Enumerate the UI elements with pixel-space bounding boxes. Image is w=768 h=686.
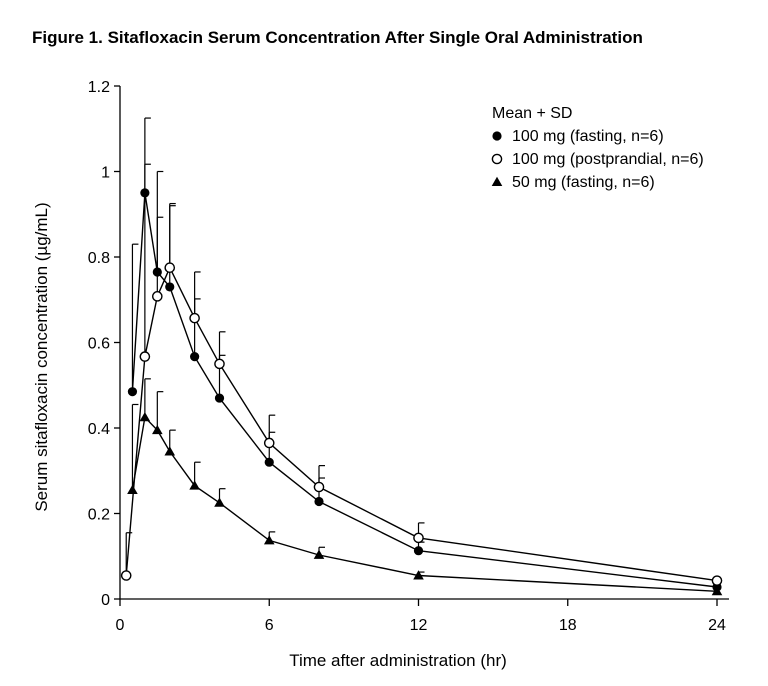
data-point — [122, 571, 131, 580]
data-point — [140, 352, 149, 361]
data-point — [712, 576, 721, 585]
series-2 — [122, 164, 722, 585]
data-point — [164, 446, 175, 455]
data-point — [128, 387, 137, 396]
legend-marker — [492, 131, 501, 140]
y-axis-label: Serum sitafloxacin concentration (µg/mL) — [32, 202, 51, 512]
data-point — [314, 482, 323, 491]
series-3 — [127, 379, 722, 595]
x-axis-label: Time after administration (hr) — [289, 651, 507, 670]
x-ticks — [116, 599, 726, 634]
y-tick-label: 0.4 — [87, 421, 110, 438]
data-point — [190, 352, 199, 361]
data-point — [414, 546, 423, 555]
x-tick-label: 24 — [708, 617, 726, 634]
legend-title: Mean + SD — [492, 105, 573, 122]
data-point — [215, 359, 224, 368]
data-point — [140, 412, 151, 421]
legend-marker — [492, 177, 503, 186]
y-tick-label: 0.8 — [87, 250, 110, 267]
data-point — [190, 314, 199, 323]
legend-label: 100 mg (fasting, n=6) — [512, 128, 664, 145]
y-tick-label: 0.6 — [87, 335, 110, 353]
y-tick-label: 0.2 — [87, 506, 110, 524]
x-tick-label: 0 — [115, 617, 125, 634]
data-point — [127, 485, 138, 494]
y-tick-label: 0 — [101, 592, 110, 609]
data-point — [264, 535, 275, 544]
legend-label: 50 mg (fasting, n=6) — [512, 174, 655, 191]
data-point — [165, 263, 174, 272]
data-point — [314, 497, 323, 506]
y-ticks — [88, 79, 120, 609]
data-point — [153, 292, 162, 301]
x-tick-label: 12 — [409, 617, 428, 634]
legend-marker — [492, 154, 501, 163]
y-tick-label: 1.2 — [87, 79, 110, 96]
data-point — [165, 282, 174, 291]
x-tick-label: 6 — [264, 617, 274, 634]
x-tick-label: 18 — [558, 617, 577, 634]
data-point — [265, 438, 274, 447]
data-point — [215, 393, 224, 402]
legend — [492, 105, 704, 191]
figure-title: Figure 1. Sitafloxacin Serum Concentration After Single Oral Administration — [32, 28, 643, 47]
data-point — [414, 533, 423, 542]
legend-items — [492, 128, 704, 191]
legend-label: 100 mg (postprandial, n=6) — [512, 151, 704, 168]
y-tick-label: 1 — [101, 164, 110, 182]
data-point — [214, 498, 225, 507]
data-point — [265, 458, 274, 467]
